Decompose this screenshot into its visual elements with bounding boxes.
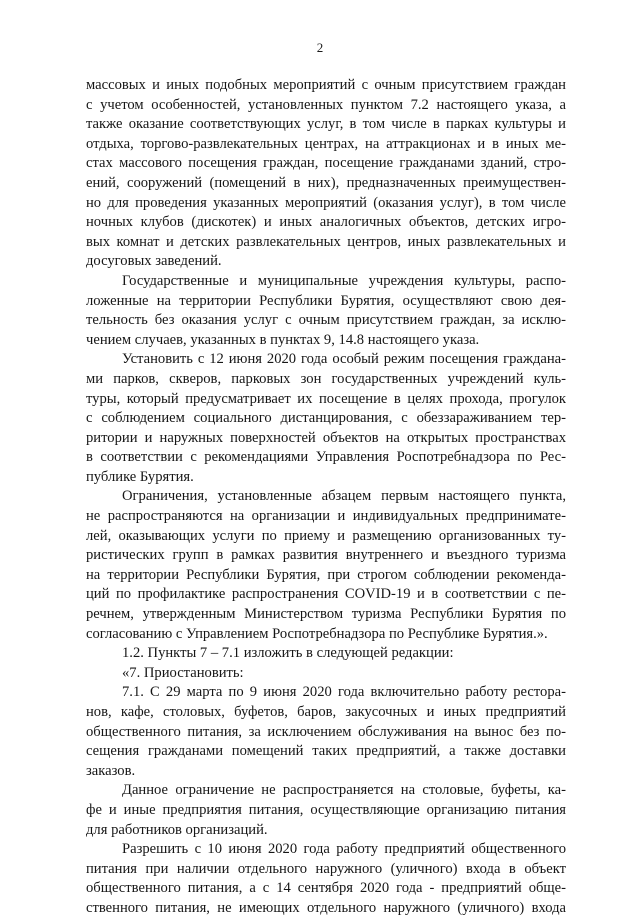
text-line: ций по профилактике распространения COVID-19 и в соответствии с пе- bbox=[86, 586, 566, 603]
text-line: ночных клубов (дискотек) и иных аналогичных объектов, детских игро- bbox=[86, 214, 566, 231]
text-line: питания при наличии отдельного наружного (уличного) входа в объект bbox=[86, 860, 566, 877]
text-line: с учетом особенностей, установленных пунктом 7.2 настоящего указа, а bbox=[86, 96, 566, 113]
text-line: Установить с 12 июня 2020 года особый режим посещения граждана- bbox=[122, 351, 566, 368]
document-body bbox=[86, 76, 566, 919]
text-line: публике Бурятия. bbox=[86, 468, 194, 485]
text-line: в соответствии с рекомендациями Управления Роспотребнадзора по Рес- bbox=[86, 449, 566, 466]
text-line: с соблюдением социального дистанцирования, с обеззараживанием тер- bbox=[86, 410, 566, 427]
text-line: речнем, утвержденным Министерством туризма Республики Бурятия по bbox=[86, 606, 566, 623]
text-line: лей, оказывающих услуги по приему и размещению организованных ту- bbox=[86, 527, 566, 544]
text-line: не распространяются на организации и индивидуальных предпринимате- bbox=[86, 508, 566, 525]
text-line: вых комнат и детских развлекательных центров, иных развлекательных и bbox=[86, 233, 566, 250]
text-line: тельность без оказания услуг с очным присутствием граждан, за исклю- bbox=[86, 312, 566, 329]
text-line: Разрешить с 10 июня 2020 года работу предприятий общественного bbox=[122, 841, 566, 858]
page-number: 2 bbox=[316, 40, 324, 55]
text-line: массовых и иных подобных мероприятий с очным присутствием граждан bbox=[86, 77, 566, 93]
text-line: ений, сооружений (помещений в них), предназначенных преимуществен- bbox=[86, 174, 566, 191]
text-line: также оказание соответствующих услуг, в том числе в парках культуры и bbox=[86, 116, 566, 133]
text-line: отдыха, торгово-развлекательных центрах, на аттракционах и в иных ме- bbox=[86, 135, 566, 152]
text-line: ритории и наружных поверхностей объектов на открытых пространствах bbox=[86, 429, 566, 446]
text-line: общественного питания, за исключением обслуживания на вынос без по- bbox=[86, 723, 566, 740]
paragraph bbox=[86, 350, 566, 487]
paragraph bbox=[86, 840, 566, 918]
text-line: Ограничения, установленные абзацем первым настоящего пункта, bbox=[122, 488, 566, 505]
paragraph bbox=[86, 664, 566, 684]
text-line: Государственные и муниципальные учреждения культуры, распо- bbox=[122, 272, 566, 289]
paragraph bbox=[86, 644, 566, 664]
text-line: стах массового посещения граждан, посещение гражданами зданий, стро- bbox=[86, 155, 566, 172]
text-line: ственного питания, не имеющих отдельного наружного (уличного) входа bbox=[86, 899, 566, 916]
text-line: досуговых заведений. bbox=[86, 253, 222, 270]
text-line: Данное ограничение не распространяется на столовые, буфеты, ка- bbox=[122, 782, 566, 799]
text-line: общественного питания, а с 14 сентября 2020 года - предприятий обще- bbox=[86, 880, 566, 897]
paragraph bbox=[86, 76, 566, 272]
text-line: «7. Приостановить: bbox=[122, 664, 244, 681]
text-line: ми парков, скверов, парковых зон государственных учреждений куль- bbox=[86, 370, 566, 387]
text-line: сещения гражданами помещений таких предприятий, а также доставки bbox=[86, 743, 566, 760]
text-line: 1.2. Пункты 7 – 7.1 изложить в следующей редакции: bbox=[122, 645, 454, 662]
text-line: нов, кафе, столовых, буфетов, баров, закусочных и иных предприятий bbox=[86, 704, 566, 720]
paragraph bbox=[86, 683, 566, 781]
paragraph bbox=[86, 272, 566, 350]
text-line: туры, который предусматривает их посещение в целях прохода, прогулок bbox=[86, 390, 566, 407]
text-line: чением случаев, указанных в пунктах 9, 14.8 настоящего указа. bbox=[86, 331, 480, 348]
text-line: фе и иные предприятия питания, осуществляющие организацию питания bbox=[86, 801, 566, 818]
text-line: согласованию с Управлением Роспотребнадзора по Республике Бурятия.». bbox=[86, 625, 548, 642]
text-line: ложенные на территории Республики Бурятия, осуществляют свою дея- bbox=[86, 292, 566, 309]
paragraph bbox=[86, 487, 566, 644]
text-line: заказов. bbox=[86, 762, 136, 779]
text-line: для работников организаций. bbox=[86, 821, 268, 838]
text-line: на территории Республики Бурятия, при строгом соблюдении рекоменда- bbox=[86, 566, 566, 583]
text-line: ристических групп в рамках развития внутреннего и въездного туризма bbox=[86, 547, 566, 564]
paragraph bbox=[86, 781, 566, 840]
text-line: но для проведения указанных мероприятий (оказания услуг), в том числе bbox=[86, 194, 566, 211]
text-line: 7.1. С 29 марта по 9 июня 2020 года включительно работу рестора- bbox=[122, 684, 566, 701]
